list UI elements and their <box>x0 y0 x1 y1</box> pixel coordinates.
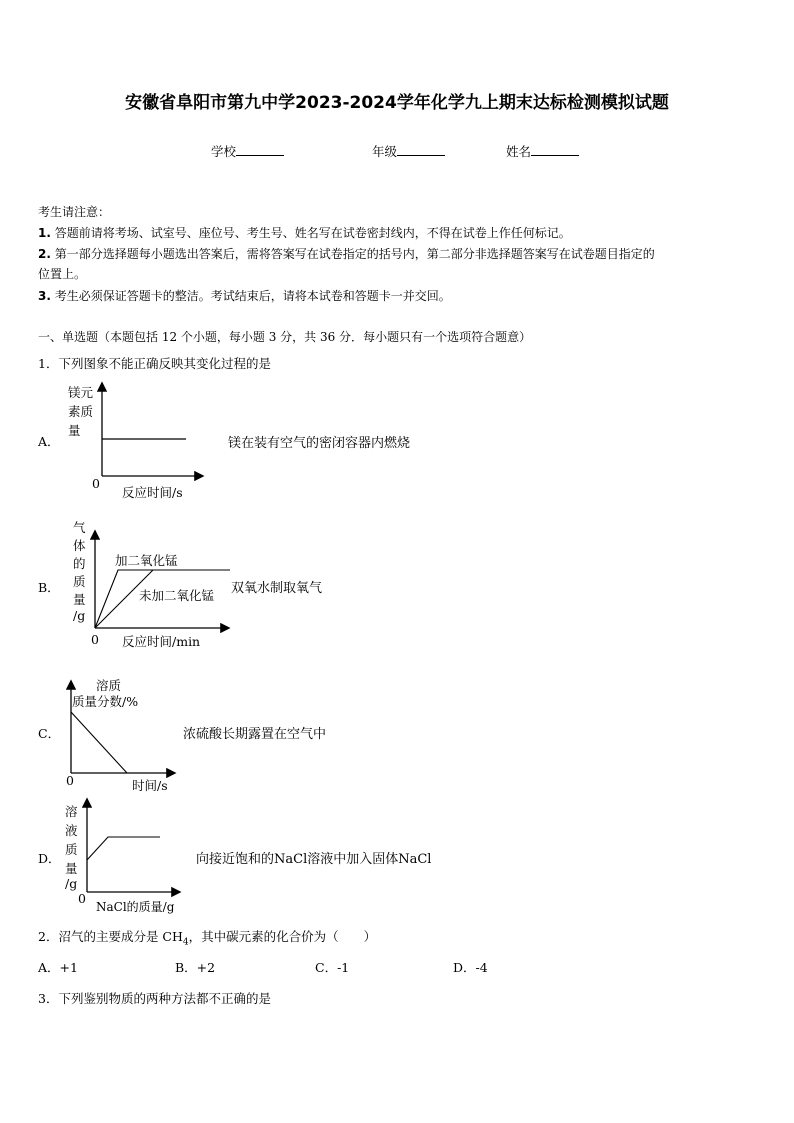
notice-item-2-num: 2. <box>38 247 51 261</box>
q1c-ylabel-2: 质量分数/% <box>72 694 139 709</box>
q1c-ylabel-1: 溶质 <box>96 678 122 693</box>
name-blank[interactable] <box>531 143 579 156</box>
notice-item-3 <box>38 287 451 304</box>
q1d-graph <box>77 796 187 896</box>
name-field <box>506 142 579 160</box>
school-label: 学校 <box>211 144 237 159</box>
question-1-stem: 1．下列图象不能正确反映其变化过程的是 <box>38 356 271 371</box>
q1d-description: 向接近饱和的NaCl溶液中加入固体NaCl <box>196 852 432 867</box>
q1d-ylabel-2: 液 <box>65 823 78 838</box>
q2-option-d[interactable]: D．-4 <box>453 960 488 975</box>
notice-heading: 考生请注意： <box>38 205 111 219</box>
q1b-ylabel-2: 体 <box>73 538 86 553</box>
q1d-ylabel-5: /g <box>65 876 78 891</box>
q1b-graph <box>84 528 234 632</box>
q1-option-d-letter[interactable]: D． <box>38 851 61 866</box>
q1b-description: 双氧水制取氧气 <box>231 581 323 596</box>
q1d-ylabel-1: 溶 <box>65 804 78 819</box>
q1b-ylabel-1: 气 <box>73 520 86 535</box>
q1-option-b-letter[interactable]: B． <box>38 580 60 595</box>
notice-item-1-num: 1. <box>38 226 51 240</box>
q1a-ylabel-2: 素质 <box>68 404 94 419</box>
q1a-description: 镁在装有空气的密闭容器内燃烧 <box>228 436 411 451</box>
q1c-description: 浓硫酸长期露置在空气中 <box>183 727 327 742</box>
q1b-ylabel-4: 质 <box>73 574 86 589</box>
q1b-origin: 0 <box>91 632 99 647</box>
q1c-line <box>71 712 127 773</box>
school-blank[interactable] <box>236 143 284 156</box>
q1d-line <box>87 837 160 860</box>
notice-item-1 <box>38 224 571 241</box>
q1d-ylabel-4: 量 <box>65 861 78 876</box>
grade-label: 年级 <box>372 144 398 159</box>
q1b-line-label-1: 加二氧化锰 <box>115 553 178 568</box>
q1d-xlabel: NaCl的质量/g <box>96 900 175 914</box>
notice-item-1-text: 答题前请将考场、试室号、座位号、考生号、姓名写在试卷密封线内，不得在试卷上作任何标记。 <box>54 226 571 240</box>
q1a-xlabel: 反应时间/s <box>122 485 183 500</box>
grade-field <box>372 142 445 160</box>
q1a-ylabel-1: 镁元 <box>68 385 94 400</box>
q1-option-a-letter[interactable]: A． <box>38 434 60 449</box>
notice-item-2-cont: 位置上。 <box>38 267 87 281</box>
notice-item-2 <box>38 245 655 262</box>
notice-item-2-text: 第一部分选择题每小题选出答案后，需将答案写在试卷指定的括号内，第二部分非选择题答案写在试卷题目指定的 <box>54 247 655 261</box>
q1b-xlabel: 反应时间/min <box>122 634 201 649</box>
q2-stem-post: ，其中碳元素的化合价为（ ） <box>188 929 377 944</box>
q1c-graph <box>62 678 182 778</box>
school-field <box>211 142 284 160</box>
section-heading: 一、单选题（本题包括 12 个小题，每小题 3 分，共 36 分．每小题只有一个选项符合题意） <box>38 330 532 344</box>
q2-option-b[interactable]: B．+2 <box>175 960 216 975</box>
q1b-ylabel-3: 的 <box>73 556 86 571</box>
question-3-stem: 3．下列鉴别物质的两种方法都不正确的是 <box>38 991 271 1006</box>
q1c-origin: 0 <box>66 773 74 788</box>
notice-item-3-num: 3. <box>38 289 51 303</box>
q1b-ylabel-5: 量 <box>73 592 86 607</box>
question-2-stem <box>38 927 376 948</box>
q1b-line-label-2: 未加二氧化锰 <box>139 588 215 603</box>
q1c-xlabel: 时间/s <box>132 778 168 793</box>
q1d-origin: 0 <box>78 891 86 906</box>
q2-stem-subscript: 4 <box>182 937 189 948</box>
q2-option-a[interactable]: A．+1 <box>38 960 78 975</box>
grade-blank[interactable] <box>397 143 445 156</box>
page-title: 安徽省阜阳市第九中学2023-2024学年化学九上期末达标检测模拟试题 <box>125 93 669 113</box>
q1b-ylabel-6: /g <box>73 608 86 623</box>
name-label: 姓名 <box>506 144 532 159</box>
notice-item-3-text: 考生必须保证答题卡的整洁。考试结束后，请将本试卷和答题卡一并交回。 <box>54 289 451 303</box>
q1-option-c-letter[interactable]: C． <box>38 726 61 741</box>
q1a-graph <box>90 380 210 480</box>
q1d-ylabel-3: 质 <box>65 842 78 857</box>
q1a-ylabel-3: 量 <box>68 423 81 438</box>
q2-option-c[interactable]: C．-1 <box>315 960 350 975</box>
q2-stem-pre: 2．沼气的主要成分是 CH <box>38 929 183 944</box>
q1a-origin: 0 <box>92 476 100 491</box>
